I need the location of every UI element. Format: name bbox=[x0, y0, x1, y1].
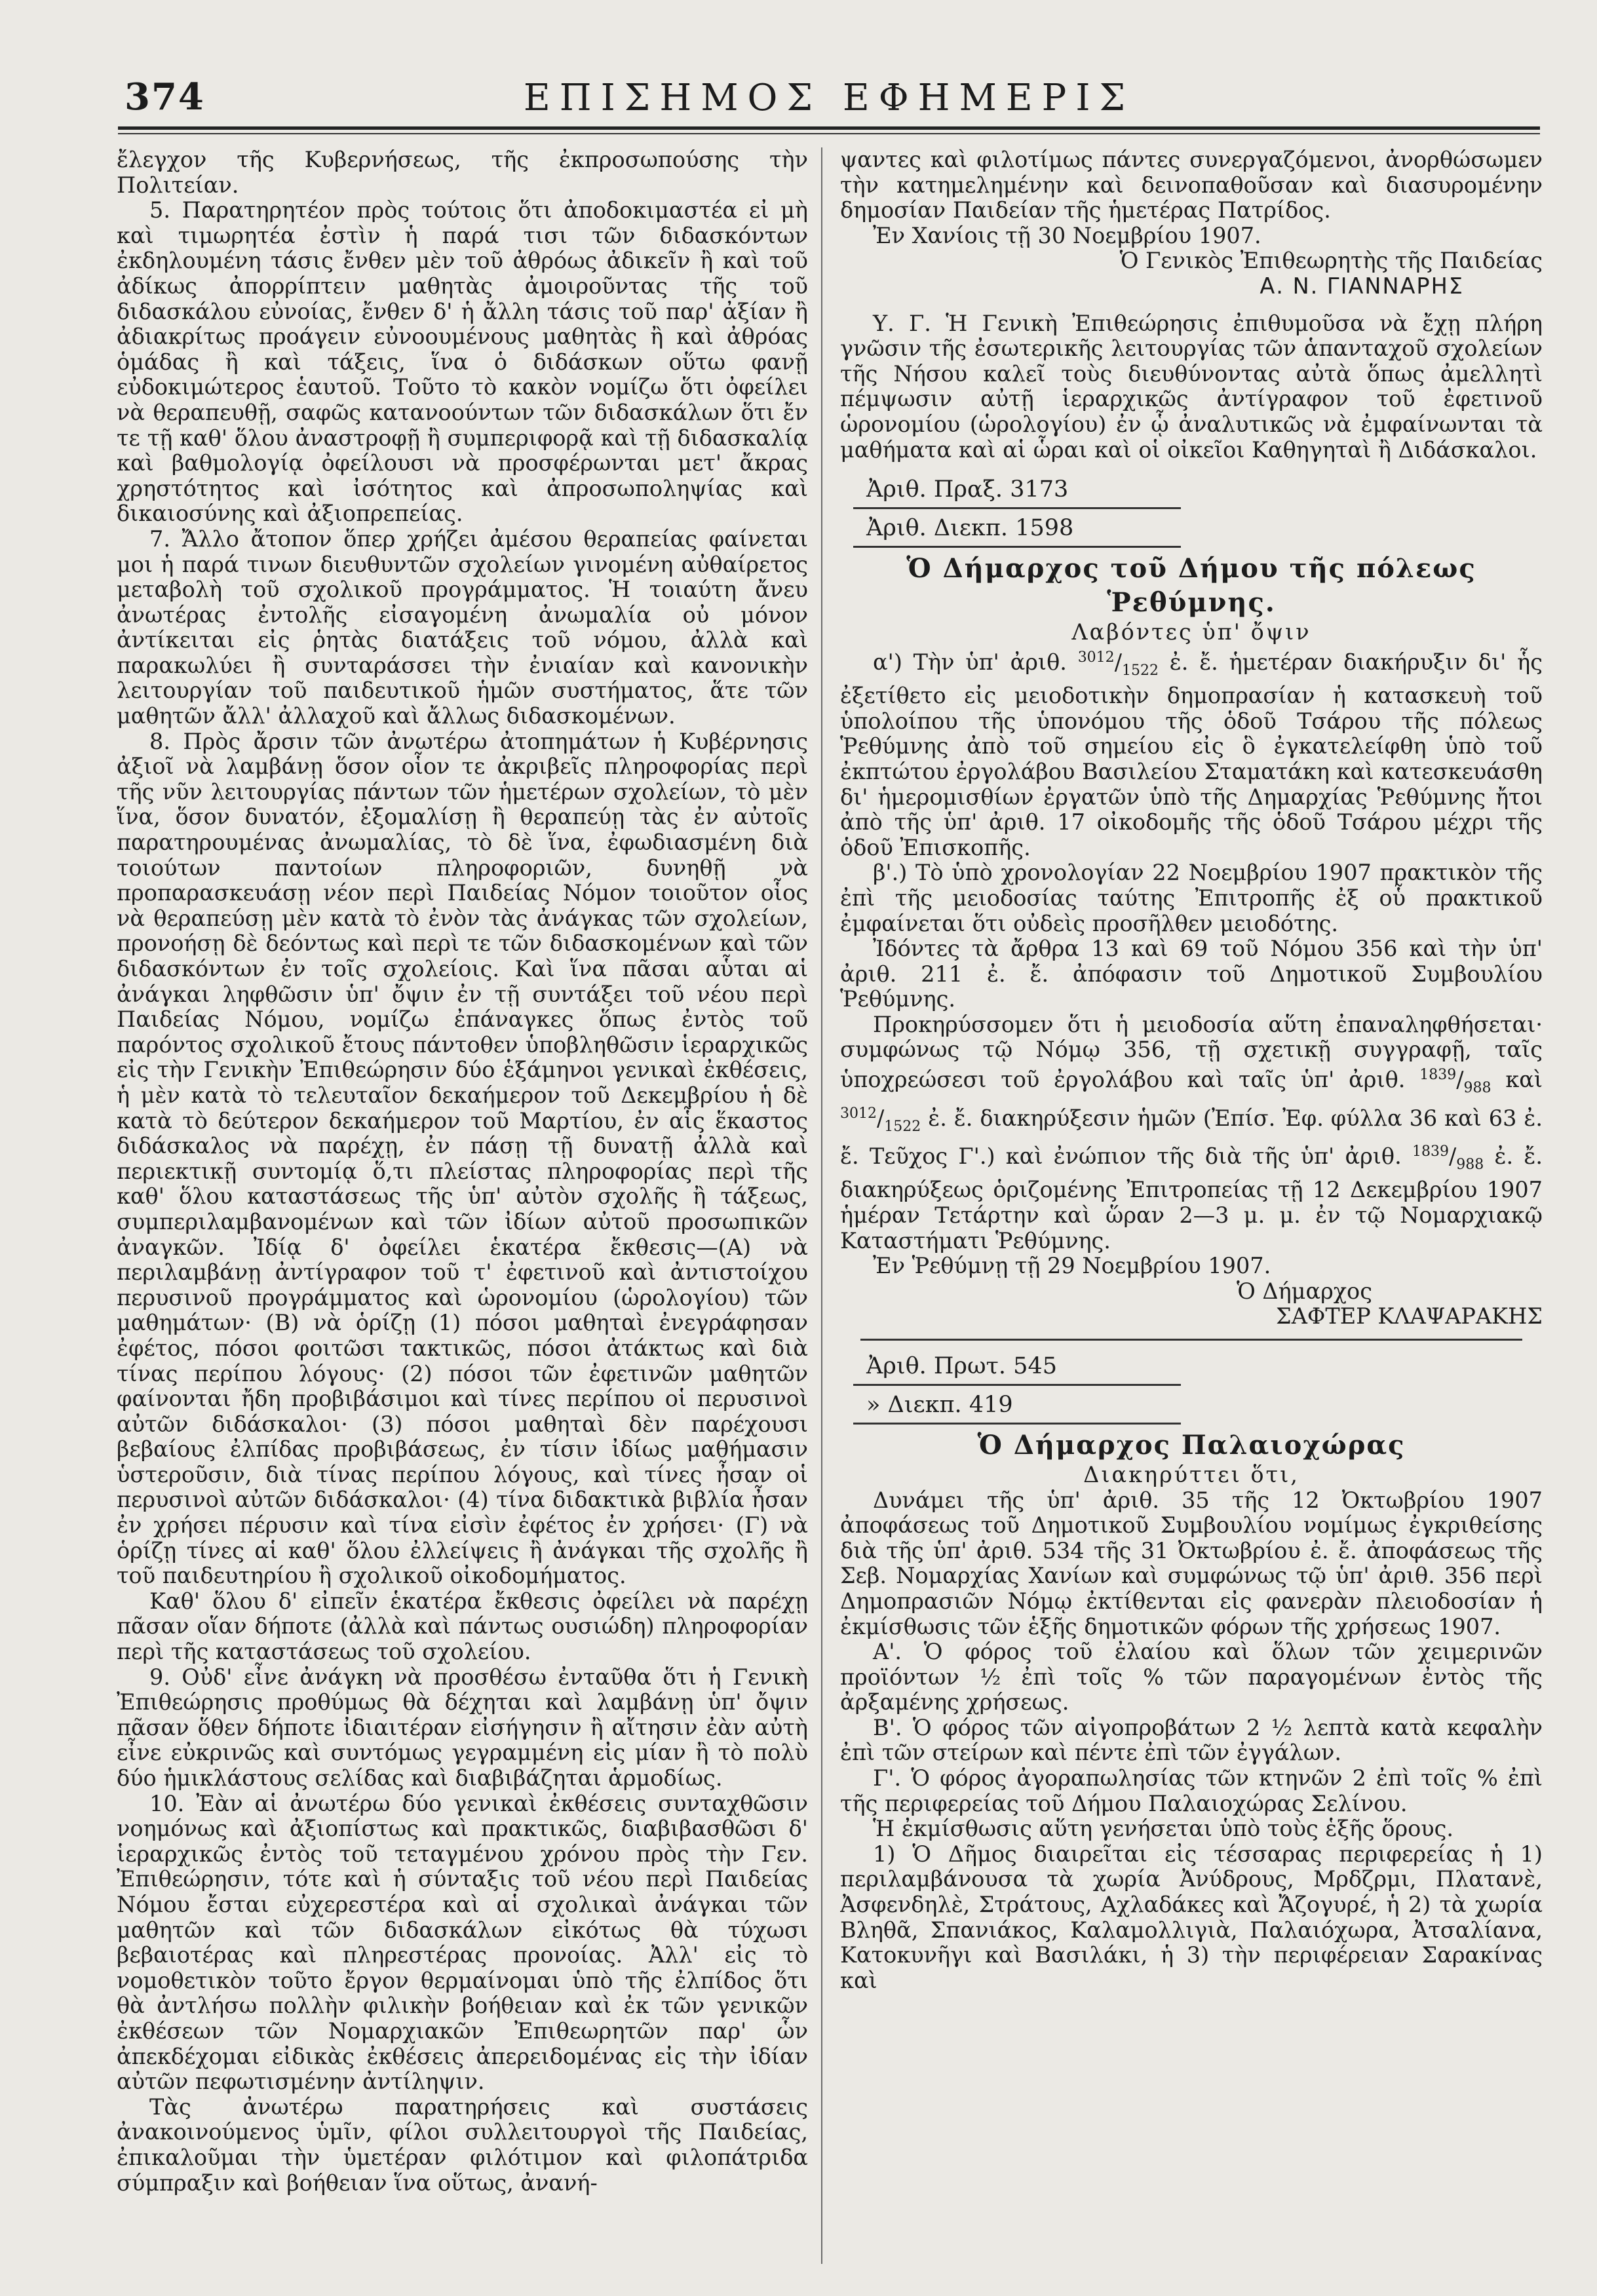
registry-number: Ἀριθ. Πρωτ. 545 bbox=[866, 1352, 1057, 1379]
registry-rule bbox=[853, 1384, 1181, 1386]
signer-title: Ὁ Δήμαρχος bbox=[1236, 1278, 1372, 1304]
paragraph: Ἡ ἐκμίσθωσις αὕτη γενήσεται ὑπὸ τοὺς ἑξῆς ὅρους. bbox=[873, 1816, 1454, 1842]
paragraph: Β'. Ὁ φόρος τῶν αἰγοπροβάτων 2 ½ λεπτὰ κατὰ κεφαλὴν ἐπὶ τῶν στείρων καὶ πέντε ἐπὶ τῶν ἐγγάλων. bbox=[840, 1714, 1543, 1766]
paragraph: Καθ' ὅλου δ' εἰπεῖν ἑκατέρα ἔκθεσις ὀφείλει νὰ παρέχῃ πᾶσαν οἵαν δήποτε (ἀλλὰ καὶ πάντως ουσιώδη) πληροφορίαν περὶ τῆς καταστάσεως τοῦ σχολείου. bbox=[117, 1588, 808, 1665]
paragraph: 10. Ἐὰν αἱ ἀνωτέρω δύο γενικαὶ ἐκθέσεις συνταχθῶσιν νοημόνως καὶ ἀξιοπίστως καὶ πρακτικῶς, διαβιβασθῶσι δ' ἱεραρχικῶς ἐντὸς τοῦ τεταγμένου χρόνου πρὸς τὴν Γεν. Ἐπιθεώρησιν, τότε καὶ ἡ σύνταξις τοῦ νέου περὶ Παιδείας Νόμου ἔσται εὐχερεστέρα καὶ αἱ σχολικαὶ ἀνάγκαι τῶν μαθητῶν καὶ τῶν διδασκάλων εἰκότως θὰ τύχωσι βεβαιοτέρας καὶ πληρεστέρας προνοίας. Ἀλλ' εἰς τὸ νομοθετικὸν τοῦτο ἔργον θερμαίνομαι ὑπὸ τῆς ἐλπίδος ὅτι θὰ ἀντλήσω πολλὴν φιλικὴν βοήθειαν καὶ ἐκ τῶν γενικῶν ἐκθέσεων τῶν Νομαρχιακῶν Ἐπιθεωρητῶν παρ' ὧν ἀπεκδέχομαι εἰδικὰς ἐκθέσεις ἀπερειδομένας εἰς τὴν ἰδίαν αὐτῶν πεφωτισμένην ἀντίληψιν. bbox=[117, 1790, 808, 2095]
registry-rule bbox=[853, 507, 1181, 509]
section-rule bbox=[860, 1339, 1522, 1341]
journal-title: ΕΠΙΣΗΜΟΣ ΕΦΗΜΕΡΙΣ bbox=[523, 77, 1135, 119]
paragraph: 9. Οὐδ' εἶνε ἀνάγκη νὰ προσθέσω ἐνταῦθα ὅτι ἡ Γενικὴ Ἐπιθεώρησις προθύμως θὰ δέχηται καὶ λαμβάνῃ ὑπ' ὄψιν πᾶσαν ὅθεν δήποτε ἰδιαιτέραν εἰσήγησιν ἢ αἴτησιν ἐὰν αὐτὴ εἶνε εὐκρινῶς καὶ συντόμως γεγραμμένη εἰς μίαν ἢ τὸ πολὺ δύο ἡμικλάστους σελίδας καὶ διαβιβάζηται ἁρμοδίως. bbox=[117, 1664, 808, 1791]
paragraph: 1) Ὁ Δῆμος διαιρεῖται εἰς τέσσαρας περιφερείας ἡ 1) περιλαμβάνουσα τὰ χωρία Ἀνύδρους, Μρδζρμι, Πλατανὲ, Ἀσφενδηλὲ, Στράτους, Αχλαδάκες καὶ Ἄζογυρέ, ἡ 2) τὰ χωρία Βληθᾶ, Σπανιάκος, Καλαμολλιγιὰ, Παλαιόχωρα, Ἀτσαλίανα, Κατοκυνῆγι καὶ Βασιλάκι, ἡ 3) τὴν περιφέρειαν Σαρακίνας καὶ bbox=[840, 1841, 1543, 1993]
paragraph: Α'. Ὁ φόρος τοῦ ἐλαίου καὶ ὅλων τῶν χειμερινῶν προϊόντων ½ ἐπὶ τοῖς % τῶν παραγομένων ἐντὸς τῆς ἀρξαμένης χρήσεως. bbox=[840, 1639, 1543, 1715]
header-rule bbox=[118, 126, 1540, 130]
signer-name: ΣΑΦΤΕΡ ΚΛΑΨΑΡΑΚΗΣ bbox=[1276, 1303, 1543, 1330]
postscript: Υ. Γ. Ἡ Γενικὴ Ἐπιθεώρησις ἐπιθυμοῦσα νὰ ἔχῃ πλήρη γνῶσιν τῆς ἐσωτερικῆς λειτουργίας τῶν ἁπανταχοῦ σχολείων τῆς Νήσου καλεῖ τοὺς διευθύνοντας αὐτὰ ὅπως ἀμελλητὶ πέμψωσιν αὐτῇ ἱεραρχικῶς ἀντίγραφον τοῦ ἐφετινοῦ ὡρονομίου (ὡρολογίου) ἐν ᾧ ἀναλυτικῶς νὰ ἐμφαίνωνται τὰ μαθήματα καὶ αἱ ὧραι καὶ οἱ οἰκεῖοι Καθηγηταὶ ἢ Διδάσκαλοι. bbox=[840, 310, 1543, 463]
header-rule-thin bbox=[118, 133, 1540, 134]
paragraph: ψαντες καὶ φιλοτίμως πάντες συνεργαζόμενοι, ἀνορθώσωμεν τὴν κατημελημένην καὶ δεινοπαθοῦσαν καὶ διασυρομένην δημοσίαν Παιδείαν τῆς ἡμετέρας Πατρίδος. bbox=[840, 147, 1543, 223]
notice-heading: Ῥεθύμνης. bbox=[1107, 587, 1276, 619]
registry-number: » Διεκπ. 419 bbox=[866, 1391, 1013, 1418]
notice-lead: Διακηρύττει ὅτι, bbox=[1083, 1461, 1299, 1487]
registry-rule bbox=[853, 1423, 1181, 1425]
signer-title: Ὁ Γενικὸς Ἐπιθεωρητὴς τῆς Παιδείας bbox=[1119, 248, 1543, 274]
paragraph: 8. Πρὸς ἄρσιν τῶν ἀνωτέρω ἀτοπημάτων ἡ Κυβέρνησις ἀξιοῖ νὰ λαμβάνῃ ὅσον οἷον τε ἀκριβεῖς πληροφορίας περὶ τῆς νῦν λειτουργίας πάντων τῶν ἡμετέρων σχολείων, τὸ μὲν ἵνα, ὅσον δυνατόν, ἐξομαλίσῃ ἢ θεραπεύῃ τὰς ἐν αὐτοῖς παρατηρουμένας ἀνωμαλίας, τὸ δὲ ἵνα, ἐφωδιασμένη διὰ τοιούτων παντοίων πληροφοριῶν, δυνηθῇ νὰ προπαρασκευάσῃ νέον περὶ Παιδείας Νόμον τοιοῦτον οἷος νὰ θεραπεύσῃ μὲν κατὰ τὸ ἐνὸν τὰς ἀνάγκας τῶν σχολείων, προνοήσῃ δὲ δεόντως καὶ περὶ τε τῶν διδασκομένων καὶ τῶν διδασκόντων ἐν τοῖς σχολείοις. Καὶ ἵνα πᾶσαι αὗται αἱ ἀνάγκαι ληφθῶσιν ὑπ' ὄψιν ἐν τῇ συντάξει τοῦ νέου περὶ Παιδείας Νόμου, νομίζω ἐπάναγκες ὅπως ἐντὸς τοῦ παρόντος σχολικοῦ ἔτους πάντοθεν ὑποβληθῶσιν ἱεραρχικῶς εἰς τὴν Γενικὴν Ἐπιθεώρησιν δύο ἑξάμηνοι γενικαὶ ἐκθέσεις, ἡ μὲν κατὰ τὸ τελευταῖον δεκαήμερον τοῦ Δεκεμβρίου ἡ δὲ κατὰ τὸ δεύτερον δεκαήμερον τοῦ Μαρτίου, ἐν αἷς ἕκαστος διδάσκαλος νὰ παρέχῃ, ἐν πάσῃ τῇ δυνατῇ ἀλλὰ καὶ περιεκτικῇ συντομίᾳ ὅ,τι πλείστας πληροφορίας περὶ τῆς καθ' ὅλου καταστάσεως τῆς ὑπ' αὐτὸν σχολῆς ἢ τάξεως, συμπεριλαμβανομένων καὶ τῶν ἰδίων αὐτοῦ προσωπικῶν ἀναγκῶν. Ἰδίᾳ δ' ὀφείλει ἑκατέρα ἔκθεσις—(Α) νὰ περιλαμβάνῃ ἀντίγραφον τοῦ τ' ἐφετινοῦ καὶ ἀντιστοίχου περυσινοῦ προγράμματος καὶ ὡρονομίου (ὡρολογίου) τῶν μαθημάτων· (Β) νὰ ὁρίζῃ (1) πόσοι μαθηταὶ ἐνεγράφησαν ἐφέτος, πόσοι φοιτῶσι τακτικῶς, πόσοι ἀτάκτως καὶ διὰ τίνας περίπου λόγους· (2) πόσοι τῶν ἐφετινῶν μαθητῶν φαίνονται ἤδη προβιβάσιμοι καὶ τίνες περίπου οἱ περυσινοὶ αὐτῶν διδάσκαλοι· (3) πόσοι μαθηταὶ δὲν παρέχουσι βεβαίους ἐλπίδας προβιβάσεως, ἐν τίσιν ἰδίως μαθήμασιν ὑστεροῦσιν, διὰ τίνας περίπου λόγους, καὶ τίνες ἦσαν οἱ περυσινοὶ αὐτῶν διδάσκαλοι· (4) τίνα διδακτικὰ βιβλία ἦσαν ἐν χρήσει πέρυσιν καὶ τίνα εἰσὶν ἐφέτος ἐν χρήσει· (Γ) νὰ ὁρίζῃ τίνες αἱ καθ' ὅλου ἐλλείψεις ἢ ἀνάγκαι τῆς σχολῆς ἢ τοῦ παιδευτηρίου ἢ σχολικοῦ οἰκοδομήματος. bbox=[117, 728, 808, 1589]
column-divider bbox=[821, 147, 822, 2264]
page-number: 374 bbox=[125, 75, 205, 119]
paragraph: 7. Ἄλλο ἄτοπον ὅπερ χρήζει ἀμέσου θεραπείας φαίνεται μοι ἡ παρά τινων διευθυντῶν σχολείων γινομένη αὐθαίρετος μεταβολὴ τοῦ σχολικοῦ προγράμματος. Ἡ τοιαύτη ἄνευ ἀνωτέρας ἐντολῆς εἰσαγομένη ἀνωμαλία οὐ μόνον ἀντίκειται εἰς ῥητὰς διατάξεις τοῦ νόμου, ἀλλὰ καὶ παρακωλύει ἢ συνταράσσει τὴν ἐνιαίαν καὶ κανονικὴν λειτουργίαν τοῦ παιδευτικοῦ ἡμῶν συστήματος, ἅτε τῶν μαθητῶν ἄλλ' ἀλλαχοῦ καὶ ἄλλως διδασκομένων. bbox=[117, 526, 808, 729]
paragraph: 5. Παρατηρητέον πρὸς τούτοις ὅτι ἀποδοκιμαστέα εἰ μὴ καὶ τιμωρητέα ἐστὶν ἡ παρά τισι τῶν διδασκόντων ἐκδηλουμένη τάσις ἔνθεν μὲν τοῦ ἀθρόως ἀδικεῖν ἢ καὶ τοῦ ἀδίκως ἀπορρίπτειν μαθητὰς ἀμοιροῦντας τῆς τοῦ διδασκάλου εὐνοίας, ἔνθεν δ' ἡ ἄλλη τάσις τοῦ παρ' ἀξίαν ἢ ἀδιακρίτως προάγειν εὐνοουμένους μαθητὰς ἢ καὶ ἀθρόας ὁμάδας ἢ καὶ τάξεις, ἵνα ὁ διδάσκων οὕτω φανῇ εὐδοκιμώτερος ἑαυτοῦ. Τοῦτο τὸ κακὸν νομίζω ὅτι ὀφείλει νὰ θεραπευθῇ, σαφῶς κατανοούντων τῶν διδασκάλων ὅτι ἔν τε τῇ καθ' ὅλου ἀναστροφῇ ἢ συμπεριφορᾷ καὶ τῇ διδασκαλίᾳ καὶ βαθμολογίᾳ ὀφείλουσι νὰ προσφέρωνται μετ' ἄκρας χρηστότητος καὶ ἰσότητος καὶ ἀπροσωποληψίας καὶ δικαιοσύνης καὶ ἀξιοπρεπείας. bbox=[117, 197, 808, 527]
registry-number: Ἀριθ. Διεκπ. 1598 bbox=[866, 515, 1074, 542]
paragraph: ἔλεγχον τῆς Κυβερνήσεως, τῆς ἐκπροσωπούσης τὴν Πολιτείαν. bbox=[117, 147, 808, 198]
page-header bbox=[118, 62, 1540, 134]
paragraph: β'.) Τὸ ὑπὸ χρονολογίαν 22 Νοεμβρίου 1907 πρακτικὸν τῆς ἐπὶ τῆς μειοδοσίας ταύτης Ἐπιτροπῆς ἐξ οὗ πρακτικοῦ ἐμφαίνεται ὅτι οὐδεὶς προσῆλθεν μειοδότης. bbox=[840, 860, 1543, 936]
paragraph: Τὰς ἀνωτέρω παρατηρήσεις καὶ συστάσεις ἀνακοινούμενος ὑμῖν, φίλοι συλλειτουργοὶ τῆς Παιδείας, ἐπικαλοῦμαι τὴν ὑμετέραν φιλότιμον καὶ φιλοπάτριδα σύμπραξιν καὶ βοήθειαν ἵνα οὕτως, ἀνανή- bbox=[117, 2094, 808, 2196]
registry-rule bbox=[853, 546, 1181, 548]
notice-heading: Ὁ Δήμαρχος τοῦ Δήμου τῆς πόλεως bbox=[906, 553, 1476, 584]
left-column bbox=[117, 147, 808, 2264]
notice-heading: Ὁ Δήμαρχος Παλαιοχώρας bbox=[977, 1429, 1406, 1461]
paragraph: α') Τὴν ὑπ' ἀριθ. $^{3012}/_{1522}$ ἐ. ἔ. ἡμετέραν διακήρυξιν δι' ἧς ἐξετίθετο εἰς μειοδοτικὴν δημοπρασίαν ἡ κατασκευὴ τοῦ ὑπολοίπου τῆς ὑπονόμου τῆς ὁδοῦ Τσάρου τῆς πόλεως Ῥεθύμνης ἀπὸ τοῦ σημείου εἰς ὃ ἐγκατελείφθη ὑπὸ τοῦ ἐκπτώτου ἐργολάβου Βασιλείου Σταματάκη καὶ κατεσκευάσθη δι' ἡμερομισθίων ἐργατῶν ὑπὸ τῆς Δημαρχίας Ῥεθύμνης ἤτοι ἀπὸ τῆς ὑπ' ἀριθ. 17 οἰκοδομῆς τῆς ὁδοῦ Τσάρου μέχρι τῆς ὁδοῦ Ἐπισκοπῆς. bbox=[840, 649, 1543, 860]
registry-number: Ἀριθ. Πραξ. 3173 bbox=[866, 476, 1069, 503]
signer-name: Α. Ν. ΓΙΑΝΝΑΡΗΣ bbox=[1260, 273, 1464, 299]
notice-lead: Λαβόντες ὑπ' ὄψιν bbox=[1071, 619, 1311, 645]
date-line: Ἐν Χανίοις τῇ 30 Νοεμβρίου 1907. bbox=[873, 222, 1261, 248]
paragraph: Γ'. Ὁ φόρος ἀγοραπωλησίας τῶν κτηνῶν 2 ἐπὶ τοῖς % ἐπὶ τῆς περιφερείας τοῦ Δήμου Παλαιοχώρας Σελίνου. bbox=[840, 1765, 1543, 1816]
date-line: Ἐν Ῥεθύμνῃ τῇ 29 Νοεμβρίου 1907. bbox=[873, 1253, 1271, 1279]
paragraph: Ἰδόντες τὰ ἄρθρα 13 καὶ 69 τοῦ Νόμου 356 καὶ τὴν ὑπ' ἀριθ. 211 ἐ. ἔ. ἀπόφασιν τοῦ Δημοτικοῦ Συμβουλίου Ῥεθύμνης. bbox=[840, 936, 1543, 1012]
right-column bbox=[840, 147, 1543, 2264]
paragraph: Δυνάμει τῆς ὑπ' ἀριθ. 35 τῆς 12 Ὀκτωβρίου 1907 ἀποφάσεως τοῦ Δημοτικοῦ Συμβουλίου νομίμως ἐγκριθείσης διὰ τῆς ὑπ' ἀριθ. 534 τῆς 31 Ὀκτωβρίου ἐ. ἔ. ἀποφάσεως τῆς Σεβ. Νομαρχίας Χανίων καὶ συμφώνως τῷ ὑπ' ἀριθ. 356 περὶ Δημοπρασιῶν Νόμῳ ἐκτίθενται εἰς φανερὰν πλειοδοσίαν ἡ ἐκμίσθωσις τῶν ἑξῆς δημοτικῶν φόρων τῆς χρήσεως 1907. bbox=[840, 1487, 1543, 1639]
paragraph: Προκηρύσσομεν ὅτι ἡ μειοδοσία αὕτη ἐπαναληφθήσεται· συμφώνως τῷ Νόμῳ 356, τῇ σχετικῇ συγγραφῇ, ταῖς ὑποχρεώσεσι τοῦ ἐργολάβου καὶ ταῖς ὑπ' ἀριθ. $^{1839}/_{988}$ καὶ $^{3012}/_{1522}$ ἐ. ἔ. διακηρύξεσιν ἡμῶν (Ἐπίσ. Ἐφ. φύλλα 36 καὶ 63 ἐ. ἔ. Τεῦχος Γ'.) καὶ ἐνώπιον τῆς διὰ τῆς ὑπ' ἀριθ. $^{1839}/_{988}$ ἐ. ἔ. διακηρύξεως ὁριζομένης Ἐπιτροπείας τῇ 12 Δεκεμβρίου 1907 ἡμέραν Τετάρτην καὶ ὥραν 2—3 μ. μ. ἐν τῷ Νομαρχιακῷ Καταστήματι Ῥεθύμνης. bbox=[840, 1011, 1543, 1253]
